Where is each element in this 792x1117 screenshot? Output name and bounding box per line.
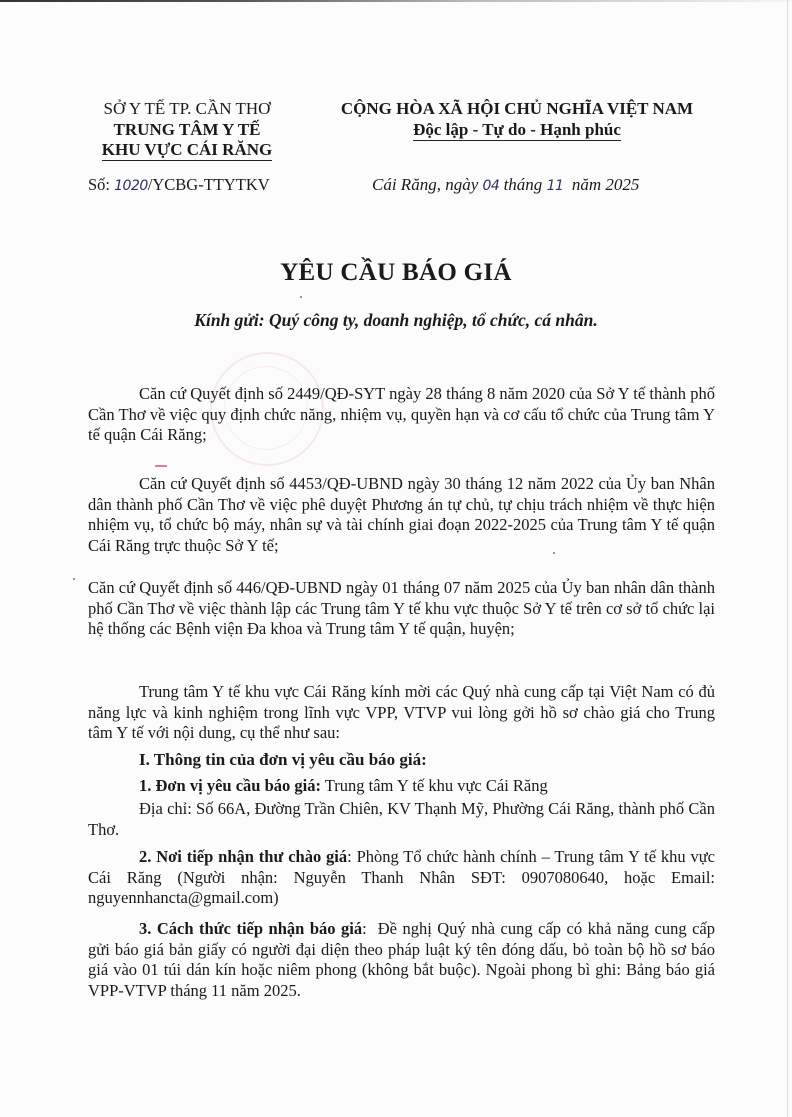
agency-name-line2-text: KHU VỰC CÁI RĂNG <box>101 140 273 159</box>
item-3-text: : Đề nghị Quý nhà cung cấp có khả năng cung cấp gửi báo giá bản giấy có người đại diện theo pháp luật ký tên đóng dấu, bỏ toàn bộ hồ sơ báo giá vào 01 túi dán kín hoặc niêm phong (không bắt buộc). Ngoài phong bì ghi: Bảng báo giá VPP-VTVP tháng 11 năm 2025. <box>88 919 720 1000</box>
item-3-receiving-method <box>88 919 720 1001</box>
item-1-text: Trung tâm Y tế khu vực Cái Răng <box>320 776 548 795</box>
basis-paragraph-1: Căn cứ Quyết định số 2449/QĐ-SYT ngày 28 tháng 8 năm 2020 của Sở Y tế thành phố Cần Thơ về việc quy định chức năng, nhiệm vụ, quyền hạn và cơ cấu tổ chức của Trung tâm Y tế quận Cái Răng; <box>88 384 715 444</box>
month-handwritten: 11 <box>546 178 564 194</box>
address-text: Địa chỉ: Số 66A, Đường Trần Chiên, KV Thạnh Mỹ, Phường Cái Răng, thành phố Cần Thơ. <box>88 799 715 839</box>
day-handwritten: 04 <box>482 178 500 194</box>
scan-edge-top <box>0 0 792 2</box>
parent-agency: SỞ Y TẾ TP. CẦN THƠ <box>103 99 271 118</box>
salutation: Kính gửi: Quý công ty, doanh nghiệp, tổ chức, cá nhân. <box>194 310 598 330</box>
item-1-requesting-unit <box>88 776 715 797</box>
scan-speck <box>300 296 302 298</box>
item-2-label: 2. Nơi tiếp nhận thư chào giá <box>139 847 348 866</box>
item-2-receiving-place <box>88 847 715 909</box>
document-title: YÊU CẦU BÁO GIÁ <box>280 259 512 286</box>
national-motto <box>312 120 722 141</box>
scan-speck <box>73 578 75 580</box>
place-and-date <box>372 175 639 195</box>
scan-edge-right <box>787 0 788 1117</box>
invitation-paragraph: Trung tâm Y tế khu vực Cái Răng kính mời các Quý nhà cung cấp tại Việt Nam có đủ năng lực và kinh nghiệm trong lĩnh vực VPP, VTVP vui lòng gởi hồ sơ chào giá cho Trung tâm Y tế với nội dung, cụ thể như sau: <box>88 682 715 742</box>
national-motto-text: Độc lập - Tự do - Hạnh phúc <box>413 119 621 139</box>
agency-name-line2 <box>62 140 312 161</box>
national-title: CỘNG HÒA XÃ HỘI CHỦ NGHĨA VIỆT NAM <box>340 99 694 118</box>
item-3-label: 3. Cách thức tiếp nhận báo giá <box>139 919 363 938</box>
item-2-text: : Phòng Tổ chức hành chính – Trung tâm Y tế khu vực Cái Răng (Người nhận: Nguyễn Thanh Nhân SĐT: 0907080640, hoặc Email: nguyennhancta@gmail.com) <box>88 847 716 907</box>
doc-number-suffix: /YCBG-TTYTKV <box>147 175 270 194</box>
issuing-agency-block <box>62 99 312 161</box>
doc-number-handwritten: 1020 <box>114 178 148 194</box>
place-prefix: Cái Răng, ngày <box>372 175 483 194</box>
doc-number-prefix: Số: <box>88 175 115 194</box>
year-text: năm 2025 <box>563 175 640 194</box>
document-number <box>88 175 270 195</box>
basis-paragraph-3: Căn cứ Quyết định số 446/QĐ-UBND ngày 01 tháng 07 năm 2025 của Ủy ban nhân dân thành phố Cần Thơ về việc thành lập các Trung tâm Y tế khu vực thuộc Sở Y tế trên cơ sở tổ chức lại hệ thống các Bệnh viện Đa khoa và Trung tâm Y tế quận, huyện; <box>88 578 715 638</box>
section-I-heading: I. Thông tin của đơn vị yêu cầu báo giá: <box>139 750 427 769</box>
agency-name-line1: TRUNG TÂM Y TẾ <box>113 119 261 139</box>
item-address <box>88 799 715 840</box>
red-ink-mark <box>155 465 167 467</box>
item-1-label: 1. Đơn vị yêu cầu báo giá: <box>139 776 321 795</box>
national-motto-block <box>312 99 722 140</box>
month-prefix: tháng <box>499 175 547 194</box>
basis-paragraph-2: Căn cứ Quyết định số 4453/QĐ-UBND ngày 30 tháng 12 năm 2022 của Ủy ban Nhân dân thành phố Cần Thơ về việc phê duyệt Phương án tự chủ, tự chịu trách nhiệm về thực hiện nhiệm vụ, tổ chức bộ máy, nhân sự và tài chính giai đoạn 2022-2025 của Trung tâm Y tế quận Cái Răng trực thuộc Sở Y tế; <box>88 474 715 555</box>
